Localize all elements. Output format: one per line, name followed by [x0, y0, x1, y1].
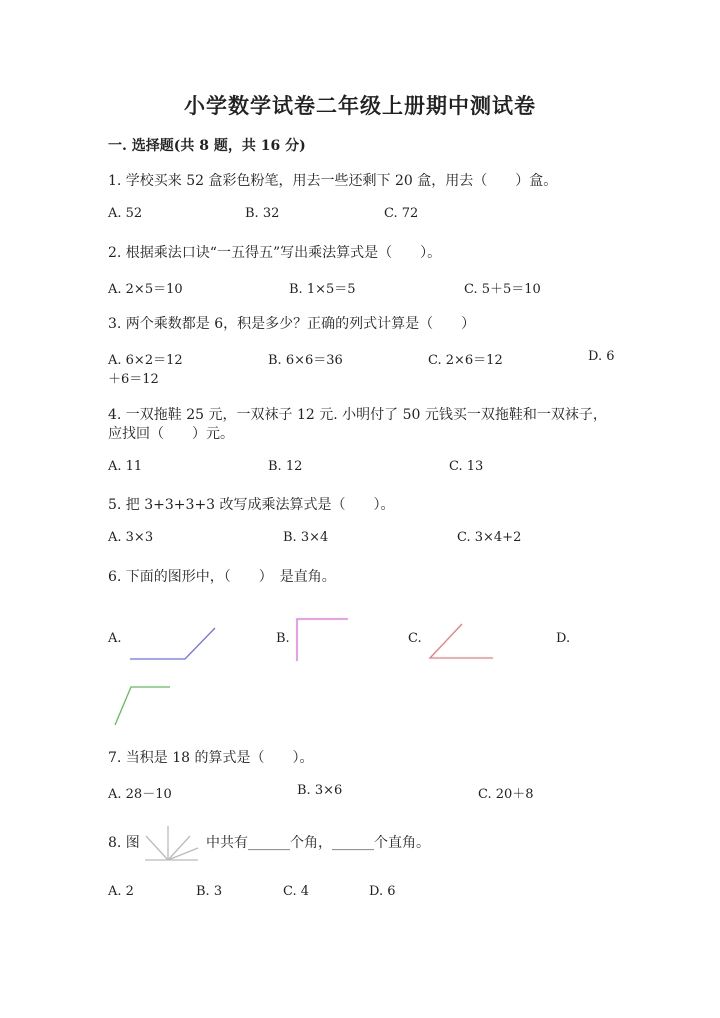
question-6-option-d[interactable]: D.: [556, 631, 571, 646]
question-5-option-a[interactable]: A. 3×3: [108, 530, 154, 545]
question-7-option-c[interactable]: C. 20＋8: [478, 787, 534, 802]
question-8-option-a[interactable]: A. 2: [108, 884, 134, 899]
section-header: 一. 选择题(共 8 题，共 16 分): [108, 138, 306, 154]
question-2-option-b[interactable]: B. 1×5＝5: [289, 282, 356, 297]
question-5-option-b[interactable]: B. 3×4: [283, 530, 329, 545]
question-4-option-c[interactable]: C. 13: [449, 459, 484, 474]
question-7-stem: 7. 当积是 18 的算式是（ ）。: [108, 750, 314, 766]
question-1-option-c[interactable]: C. 72: [384, 206, 419, 221]
question-3-option-d[interactable]: D. 6: [588, 349, 615, 364]
question-8-option-d[interactable]: D. 6: [369, 884, 396, 899]
question-6-option-b[interactable]: B.: [276, 631, 290, 646]
question-7-option-b[interactable]: B. 3×6: [297, 783, 343, 798]
question-6-option-c[interactable]: C.: [408, 631, 422, 646]
question-3-option-b[interactable]: B. 6×6＝36: [268, 353, 343, 368]
question-4-option-a[interactable]: A. 11: [108, 459, 143, 474]
question-2-option-a[interactable]: A. 2×5＝10: [108, 282, 183, 297]
question-3-option-d-wrap: ＋6＝12: [108, 372, 159, 387]
figure-b-lines: [297, 619, 348, 661]
question-1-option-a[interactable]: A. 52: [108, 206, 143, 221]
question-4-option-b[interactable]: B. 12: [268, 459, 303, 474]
question-1-stem: 1. 学校买来 52 盒彩色粉笔，用去一些还剩下 20 盒，用去（ ）盒。: [108, 173, 558, 189]
question-8-option-c[interactable]: C. 4: [283, 884, 310, 899]
question-2-stem: 2. 根据乘法口诀“一五得五”写出乘法算式是（ ）。: [108, 245, 442, 261]
q8-angle-figure: [145, 826, 198, 860]
question-3-option-c[interactable]: C. 2×6＝12: [428, 353, 503, 368]
question-5-stem: 5. 把 3+3+3+3 改写成乘法算式是（ ）。: [108, 497, 395, 513]
figure-d-lines: [115, 687, 170, 725]
question-3-option-a[interactable]: A. 6×2＝12: [108, 353, 183, 368]
question-7-option-a[interactable]: A. 28－10: [108, 787, 172, 802]
question-2-option-c[interactable]: C. 5＋5＝10: [464, 282, 541, 297]
question-1-option-b[interactable]: B. 32: [245, 206, 280, 221]
question-6-option-a[interactable]: A.: [108, 631, 122, 646]
question-8-option-b[interactable]: B. 3: [196, 884, 223, 899]
question-8-stem-after: 中共有______个角，______个直角。: [206, 835, 430, 851]
figure-c-lines: [430, 624, 493, 658]
question-6-stem: 6. 下面的图形中，（ ） 是直角。: [108, 569, 336, 585]
figure-a-lines: [130, 628, 215, 659]
question-8-stem-before: 8. 图: [108, 835, 140, 851]
page-title: 小学数学试卷二年级上册期中测试卷: [184, 93, 536, 118]
question-4-stem: 4. 一双拖鞋 25 元，一双袜子 12 元. 小明付了 50 元钱买一双拖鞋和一双袜子，: [108, 407, 607, 423]
question-5-option-c[interactable]: C. 3×4+2: [457, 530, 522, 545]
question-4-stem-line2: 应找回（ ）元。: [108, 426, 234, 442]
question-3-stem: 3. 两个乘数都是 6，积是多少？正确的列式计算是（ ）: [108, 316, 476, 332]
